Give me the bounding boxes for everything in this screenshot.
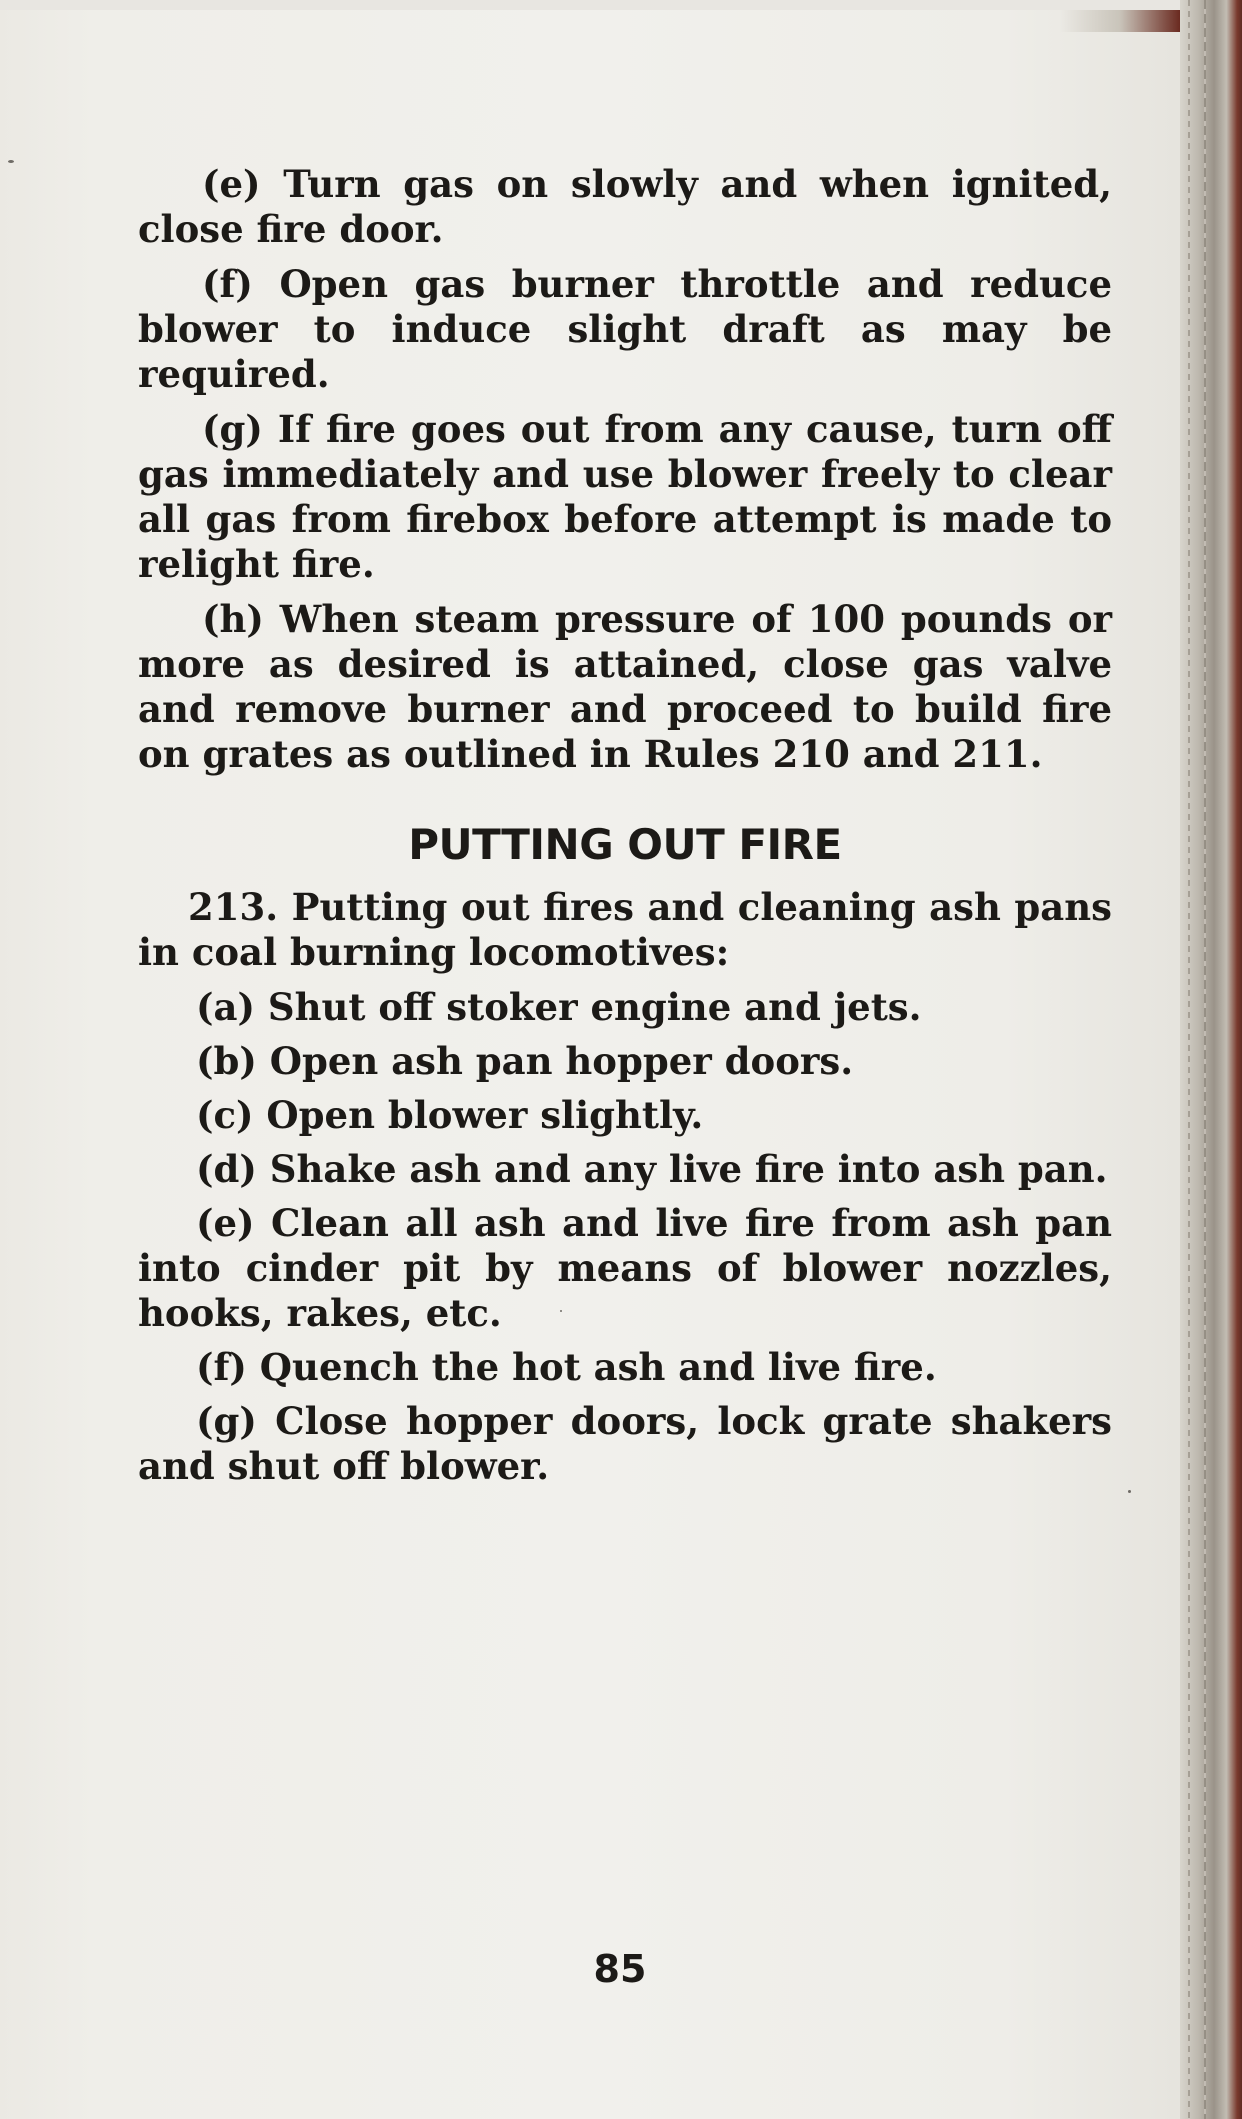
list-item-g: (g) Close hopper doors, lock grate shakers and shut off blower. [138, 1399, 1112, 1488]
rule-number: 213 [188, 885, 266, 929]
list-item-f: (f) Quench the hot ash and live fire. [196, 1345, 937, 1389]
list-item-b: (b) Open ash pan hopper doors. [196, 1039, 854, 1083]
list-item-c: (c) Open blower slightly. [196, 1093, 704, 1137]
rule-213-intro [138, 885, 1112, 975]
ink-speck [1128, 1490, 1131, 1493]
page-text [138, 162, 1112, 1498]
page-number: 85 [593, 1947, 647, 1991]
list-item-a: (a) Shut off stoker engine and jets. [196, 985, 922, 1029]
section-heading: PUTTING OUT FIRE [408, 820, 842, 869]
ink-speck [8, 160, 14, 163]
paragraph-e: (e) Turn gas on slowly and when ignited, close fire door. [138, 162, 1112, 251]
ink-speck [560, 1310, 562, 1312]
book-page-edge [1180, 0, 1242, 2119]
paragraph-f: (f) Open gas burner throttle and reduce blower to induce slight draft as may be required. [138, 262, 1112, 396]
page-corner-shadow [1060, 10, 1180, 32]
list-item-e: (e) Clean all ash and live fire from ash pan into cinder pit by means of blower nozzles, hooks, rakes, etc. [138, 1201, 1112, 1335]
rule-intro-text: . Putting out fires and cleaning ash pans in coal burning locomotives: [138, 885, 1112, 974]
paragraph-h: (h) When steam pressure of 100 pounds or more as desired is attained, close gas valve and remove burner and proceed to build fire on grates as outlined in Rules 210 and 211. [138, 597, 1112, 776]
list-item-d: (d) Shake ash and any live fire into ash pan. [196, 1147, 1108, 1191]
paragraph-g: (g) If fire goes out from any cause, turn off gas immediately and use blower freely to clear all gas from firebox before attempt is made to relight fire. [138, 407, 1112, 586]
